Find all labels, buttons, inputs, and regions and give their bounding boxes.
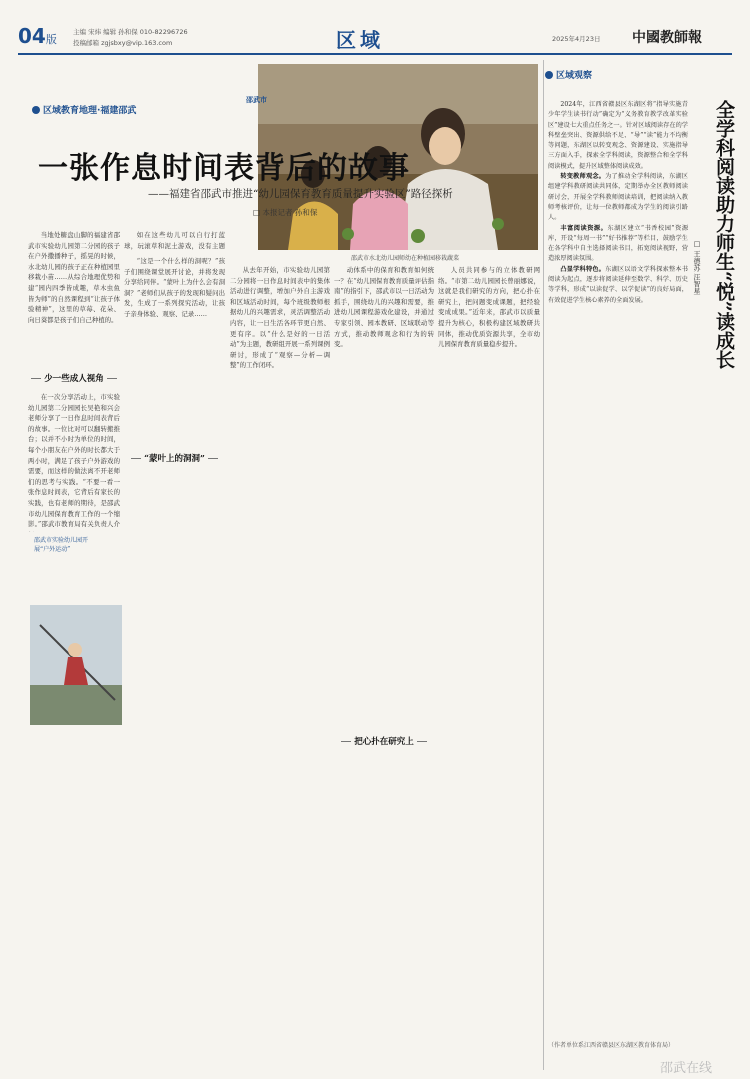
issue-date: 2025年4月23日	[552, 35, 601, 43]
section-title: 区域	[336, 28, 384, 52]
editor-line: 主编 宋炜 编辑 孙和保 010-82296726	[73, 28, 188, 36]
newspaper-masthead: 中國教師報	[632, 30, 702, 46]
byline: □ 本报记者 孙和保	[253, 208, 318, 217]
section-heading: 把心扑在研究上	[334, 735, 434, 747]
article-column: 如在这些幼儿可以自行打蓝球，玩滚草和泥土游戏，没有主题	[124, 231, 225, 250]
column-tag: 区域观察	[545, 68, 592, 81]
secondary-photo	[30, 605, 122, 725]
header-rule	[18, 53, 732, 55]
photo2-caption: 邵武市实验幼儿园开展“户外运动”	[34, 537, 89, 553]
article-column: “这是一个什么样的洞呢？”孩子们围绕课堂展开讨论，并将发现分享给同伴。“蒙叶上为什么会有洞洞？”老师们从孩子的发现和疑问出发，生成了一系列探究活动，让孩子亲身体验、观察、记录……	[124, 257, 225, 318]
side-article-body	[548, 100, 688, 1060]
page-suffix: 版	[45, 33, 57, 46]
side-paragraph: 凸显学科特色。东湖区以语文学科探索整本书阅读为起点，逐步将阅读延伸至数学、科学、历史等学科，形成“以读促学、以学促读”的良好局面，有效促进学生核心素养的全面发展。	[548, 265, 688, 304]
column-tag: 区域教育地理·福建邵武	[32, 103, 136, 116]
watermark: 邵武在线	[660, 1061, 713, 1076]
article-column: 人员共同参与的立体教研网络。“市第二幼儿园园长曾丽娜说，这就是我们研究的方向，把心扑在研究上，把问题变成课题，把经验变成成果。”近年来，邵武市以质量提升为核心，积极构建区域教研共同体，推动优质资源共享，全市幼儿园保育教育质量稳步提升。	[438, 266, 540, 349]
subheadline: ——福建省邵武市推进“幼儿园保育教育质量提升实验区”路径探析	[148, 188, 453, 200]
side-headline: 全学科阅读助力师生“悦”读成长	[713, 100, 735, 369]
location-tag: 邵武市	[246, 96, 267, 104]
page-number: 04版	[18, 24, 57, 48]
column-divider	[543, 60, 544, 1070]
email-line: 投稿邮箱 zgjsbxy@vip.163.com	[73, 39, 173, 47]
article-column: 当地处糖盘山脚的福建省邵武市实验幼儿园第二分园的孩子在户外撒播种子，摇晃的时候，水北幼儿园的孩子正在种植园里移栽小苗……从综合地理优势和建“园内四季皆成趣，草木虫鱼皆为师”的自然课程到“让孩子体验精神”，这里的草莓、花朵、向日葵都是孩子们自己种植的。	[28, 231, 120, 324]
article-column: 动体系中的保育和教育如何统一？在“幼儿园保育教育质量评估指南”的指引下，邵武市以一日活动为抓手，围绕幼儿的兴趣和需要，推进幼儿园课程游戏化建设，并通过专家引领、园本教研、区域联动等方式，推动教师观念和行为的转变。	[334, 266, 434, 349]
side-lead: 2024年，江西省赣县区东湖区将“指导实施青少年学生读书行动”确定为“义务教育教学改革实验区”建设七大重点任务之一。针对区域阅读存在的学科壁垒突出、资源供给不足、“导”“读”能力不均衡等问题，东湖区以转变观念、资源建设、实施指导三方面入手，探索全学科阅读，资源整合和全学科阅读模式，提升区域整体阅读成效。	[548, 101, 688, 170]
article-column: 在一次分享活动上，市实验幼儿园第二分园园长吴艳和兴会老师分享了一日作息时间表背后的故事。一位比对可以翻转搬推台；以并不小时为单位的时间，每个小朋友在户外的时长都大于两小时，满足了孩子户外游戏的需要，而这样的做法离不开老师们的思考与实践。“不要一看一张作息时间表，它背后有家长的实践，也有老师的期待，是邵武市幼儿园保育教育工作的一个缩影。”邵武市教育局有关负责人介	[28, 393, 120, 529]
section-heading: “蒙叶上的洞洞”	[124, 452, 225, 464]
author-note: （作者单位系江西省赣县区东湖区教育体育局）	[548, 1042, 675, 1049]
side-paragraph: 丰富阅读资源。东湖区建立“书香校园”资源库，开设“每周一书”“好书推荐”等栏目，鼓励学生在各学科中自主选择阅读书目，拓宽阅读视野，营造浓厚阅读氛围。	[548, 224, 688, 263]
side-byline: □ 王德苏 汪智星	[693, 240, 701, 295]
headline: 一张作息时间表背后的故事	[38, 151, 410, 186]
photo-caption: 邵武市水北幼儿园师幼在种植园移栽蔬菜	[350, 255, 459, 262]
side-paragraph: 转变教师观念。为了推动全学科阅读，东湖区组建学科教研阅读共同体，定期举办全区教师阅读研讨会，开展全学科教师阅读培训，把阅读纳入教师考核评价，让每一位教师都成为学生的阅读引路人。	[548, 173, 688, 222]
section-heading: 少一些成人视角	[28, 372, 120, 384]
article-column: 从去年开始，市实验幼儿园第二分园将一日作息时间表中的集体活动进行调整，增加户外自主游戏和区域活动时间，每个班级教师根据幼儿的兴趣需求，灵活调整活动内容，让一日生活各环节更自然、更有序。以“什么是好的一日活动”为主题，教研组开展一系列课例研讨，形成了“观察—分析—调整”的工作闭环。	[230, 266, 330, 370]
